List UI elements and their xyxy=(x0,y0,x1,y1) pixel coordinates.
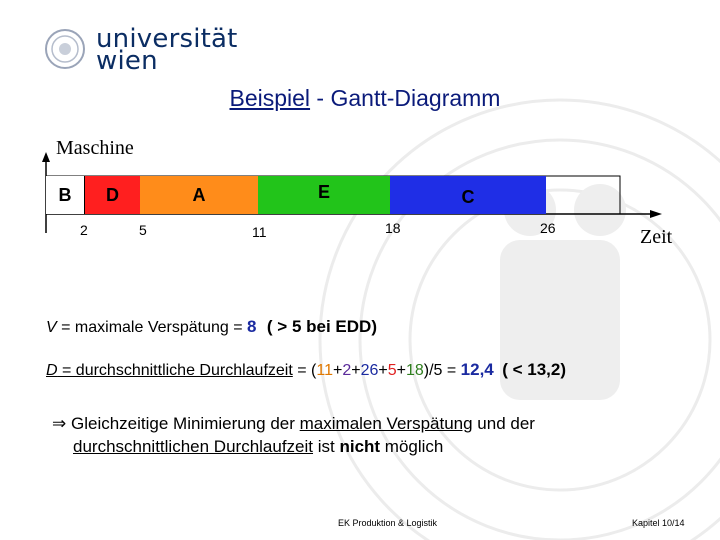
conclusion-term-avg-throughput: durchschnittlichen Durchlaufzeit xyxy=(73,437,314,456)
v-symbol: V xyxy=(46,319,57,336)
conclusion-text: ist xyxy=(313,437,340,456)
d-n1: 11 xyxy=(316,362,333,379)
job-bar-d xyxy=(85,176,140,214)
d-n5: 18 xyxy=(405,362,424,379)
d-plus: + xyxy=(332,362,343,379)
job-label-c: C xyxy=(461,187,475,207)
tick-11: 11 xyxy=(252,224,267,240)
tick-2: 2 xyxy=(80,222,88,238)
job-label-b: B xyxy=(58,184,72,205)
implies-icon: ⇒ xyxy=(52,414,67,433)
v-value: 8 xyxy=(247,317,257,336)
d-desc: = durchschnittliche Durchlaufzeit xyxy=(57,362,293,379)
title-link[interactable]: Beispiel xyxy=(229,85,311,111)
tick-26: 26 xyxy=(540,220,556,236)
d-eq: = ( xyxy=(292,362,317,379)
job-bar-e xyxy=(258,176,390,214)
job-label-e: E xyxy=(317,182,330,202)
d-plus: + xyxy=(378,362,388,379)
conclusion-not: nicht xyxy=(339,437,381,456)
d-n4: 5 xyxy=(387,362,397,379)
d-line xyxy=(46,360,566,380)
v-compare: ( > 5 bei EDD) xyxy=(266,317,377,336)
x-axis-label: Zeit xyxy=(640,226,673,248)
tick-18: 18 xyxy=(385,220,401,236)
y-axis-label: Maschine xyxy=(56,137,134,159)
job-label-a: A xyxy=(192,184,206,205)
conclusion-line-1 xyxy=(52,414,535,434)
title-rest: - Gantt-Diagramm xyxy=(310,85,501,111)
d-n2: 2 xyxy=(342,362,352,379)
logo-line-1: universität xyxy=(96,24,238,54)
footer-page: Kapitel 10/14 xyxy=(632,518,685,528)
conclusion-text: möglich xyxy=(380,437,444,456)
conclusion-term-max-delay: maximalen Verspätung xyxy=(299,414,473,433)
d-compare: ( < 13,2) xyxy=(502,360,566,379)
job-bar-b xyxy=(46,176,85,214)
d-plus: + xyxy=(396,362,406,379)
d-div: )/5 = xyxy=(423,362,461,379)
job-bar-a xyxy=(140,176,258,214)
d-plus: + xyxy=(351,362,361,379)
v-line xyxy=(46,317,377,337)
d-symbol: D xyxy=(46,362,58,379)
logo-line-2: wien xyxy=(96,46,158,76)
tick-5: 5 xyxy=(139,222,147,238)
d-n3: 26 xyxy=(360,362,379,379)
conclusion-line-2 xyxy=(73,437,443,457)
v-desc: = maximale Verspätung = xyxy=(56,319,247,336)
d-value: 12,4 xyxy=(460,360,494,379)
footer-course: EK Produktion & Logistik xyxy=(338,518,438,528)
job-label-d: D xyxy=(106,184,119,205)
job-bar-c xyxy=(390,176,546,214)
conclusion-text: Gleichzeitige Minimierung der xyxy=(70,414,300,433)
conclusion-text: und der xyxy=(472,414,535,433)
